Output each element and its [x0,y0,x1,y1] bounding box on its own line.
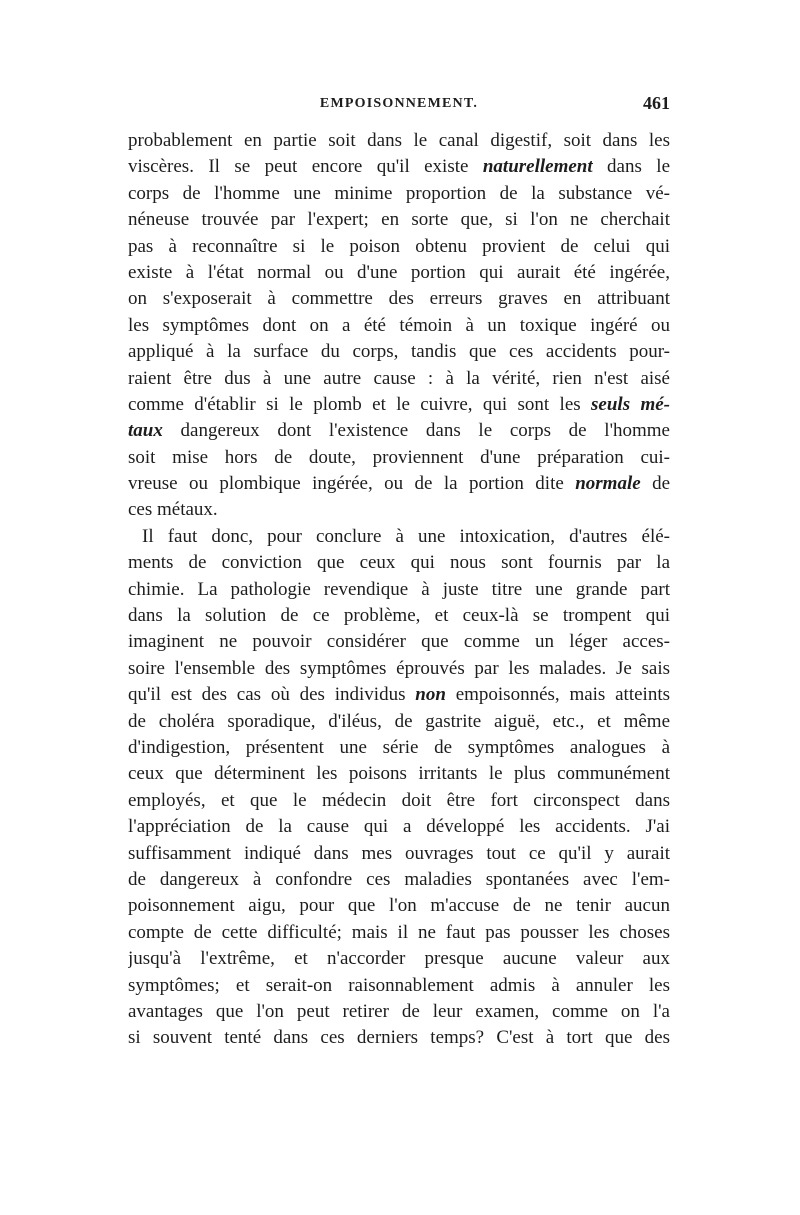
text-run: viscères. Il se peut encore qu'il existe [128,156,483,178]
text-line: si souvent tenté dans ces derniers temps? C'est à tort que des [128,1027,670,1049]
text-line: néneuse trouvée par l'expert; en sorte que, si l'on ne cherchait [128,209,670,231]
page-number: 461 [643,93,670,113]
text-line: Il faut donc, pour conclure à une intoxication, d'autres élé- [142,525,670,547]
text-line [128,682,670,708]
text-line: symptômes; et serait-on raisonnablement admis à annuler les [128,974,670,996]
text-run: dans le [592,156,670,178]
text-line: avantages que l'on peut retirer de leur examen, comme on l'a [128,1000,670,1022]
text-line: raient être dus à une autre cause : à la vérité, rien n'est aisé [128,367,670,389]
text-run: qu'il est des cas où des individus [128,684,416,706]
text-line: pas à reconnaître si le poison obtenu provient de celui qui [128,235,670,257]
text-line: l'appréciation de la cause qui a développé les accidents. J'ai [128,816,670,838]
text-line: probablement en partie soit dans le canal digestif, soit dans les [128,130,670,151]
text-line: poisonnement aigu, pour que l'on m'accuse de ne tenir aucun [128,895,670,917]
paragraph [128,524,670,1052]
text-run: empoisonnés, mais atteints [445,684,670,706]
text-line: on s'exposerait à commettre des erreurs graves en attribuant [128,288,670,310]
running-title: EMPOISONNEMENT. [319,96,479,111]
text-line: d'indigestion, présentent une série de symptômes analogues à [128,736,670,758]
text-line [128,154,670,180]
text-line: suffisamment indiqué dans mes ouvrages tout ce qu'il y aurait [128,842,670,864]
italic-term: seuls mé- [591,393,670,415]
text-line: compte de cette difficulté; mais il ne faut pas pousser les choses [128,921,670,943]
paragraph [128,128,670,524]
italic-term: non [415,684,446,706]
text-run: vreuse ou plombique ingérée, ou de la portion dite [128,473,576,495]
text-line: dans la solution de ce problème, et ceux-là se trompent qui [128,605,670,627]
text-line: employés, et que le médecin doit être fort circonspect dans [128,789,670,811]
text-line: soit mise hors de doute, proviennent d'une préparation cui- [128,446,670,468]
text-line [128,392,670,418]
text-line: les symptômes dont on a été témoin à un toxique ingéré ou [128,314,670,336]
italic-term: naturellement [482,156,593,178]
text-line: existe à l'état normal ou d'une portion qui aurait été ingérée, [128,261,670,283]
italic-term: normale [575,473,641,495]
italic-term: taux [128,420,163,442]
text-line: soire l'ensemble des symptômes éprouvés par les malades. Je sais [128,657,670,679]
text-line: ceux que déterminent les poisons irritants le plus communément [128,763,670,785]
text-line: corps de l'homme une minime proportion de la substance vé- [128,182,670,204]
text-run: dangereux dont l'existence dans le corps de l'homme [162,420,670,442]
text-line: chimie. La pathologie revendique à juste titre une grande part [128,578,670,600]
text-line: appliqué à la surface du corps, tandis que ces accidents pour- [128,341,670,363]
text-line: imaginent ne pouvoir considérer que comme un léger acces- [128,631,670,653]
body-text [128,128,670,1052]
text-line: ces métaux. [128,499,218,521]
text-line: de choléra sporadique, d'iléus, de gastrite aiguë, etc., et même [128,710,670,732]
text-line [128,471,670,497]
text-run: de [640,473,670,495]
text-line: ments de conviction que ceux qui nous sont fournis par la [128,552,670,574]
text-line [128,418,670,444]
running-head [128,93,670,118]
text-line: de dangereux à confondre ces maladies spontanées avec l'em- [128,868,670,890]
text-run: comme d'établir si le plomb et le cuivre, qui sont les [128,393,592,415]
text-line: jusqu'à l'extrême, et n'accorder presque aucune valeur aux [128,948,670,970]
